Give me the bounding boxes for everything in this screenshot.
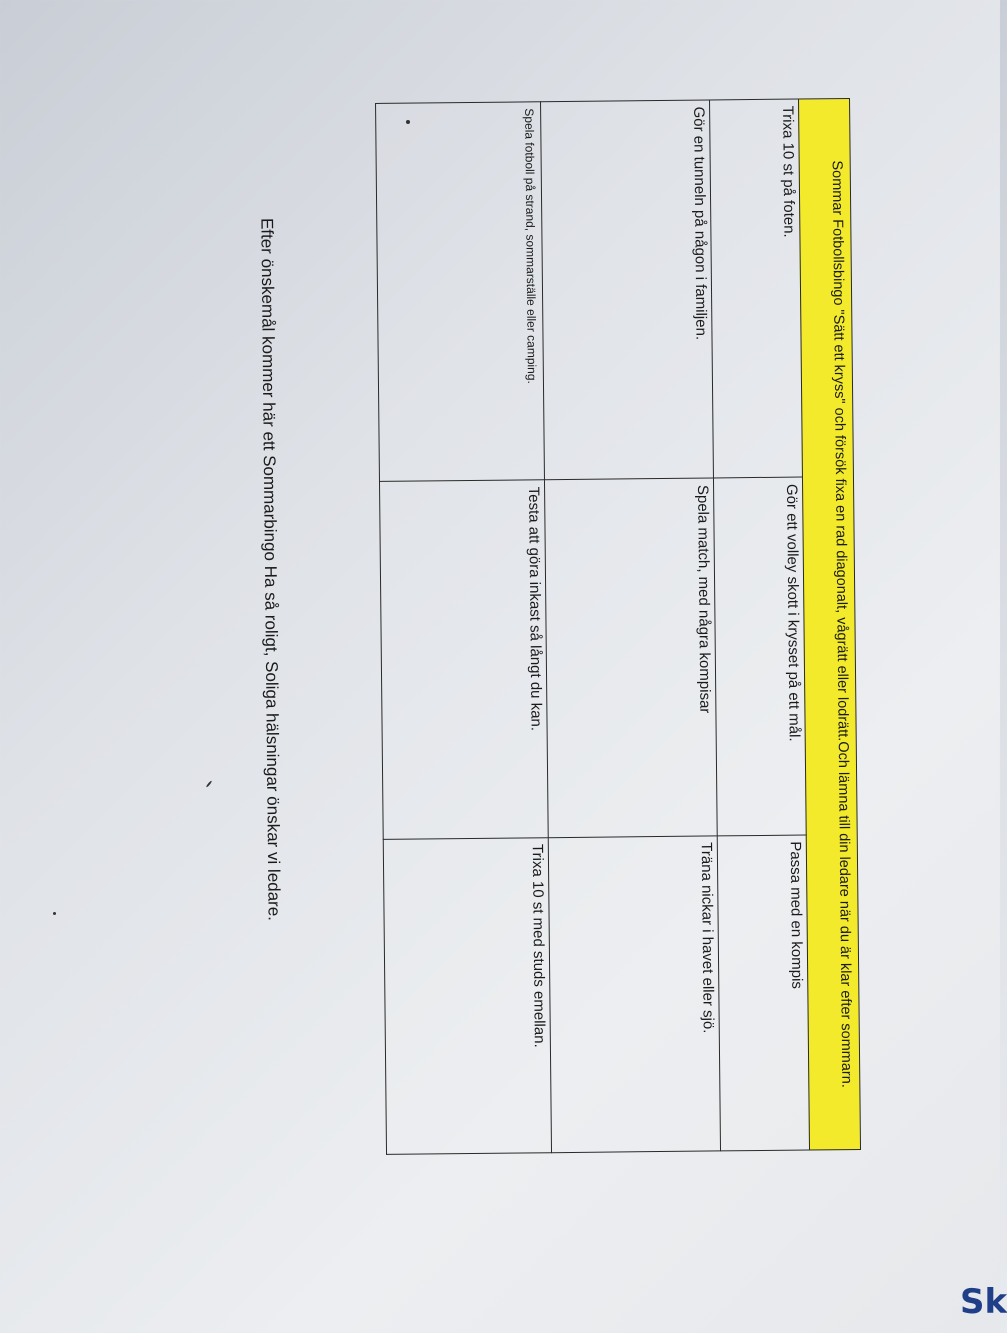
- brand-logo-fragment: Sk: [960, 1282, 1007, 1322]
- bingo-table: [375, 98, 861, 1155]
- table-row: [541, 100, 721, 1153]
- bingo-cell: Passa med en kompis: [717, 835, 809, 1151]
- bingo-cell: Gör en tunneln på någon i familjen.: [541, 100, 714, 480]
- bingo-cell: Trixa 10 st med studs emellan.: [383, 837, 551, 1154]
- table-row: [710, 99, 810, 1151]
- bingo-title-cell: Sommar Fotbollsbingo "Sätt ett kryss" och försök fixa en rad diagonalt, vågrätt eller lodrätt.Och lämna till din ledare när du är klar efter sommarn.: [799, 99, 861, 1150]
- bingo-cell: Träna nickar i havet eller sjö.: [548, 836, 720, 1153]
- bingo-cell: Spela fotboll på strand, sommarställe eller camping.: [376, 102, 545, 482]
- paper-speck: [53, 912, 56, 915]
- footer-note: Efter önskemål kommer här ett Sommarbingo Ha så roligt, Soliga hälsningar önskar vi ledare.: [257, 217, 284, 922]
- bingo-cell: Trixa 10 st på foten.: [710, 99, 803, 478]
- paper-speck: [406, 120, 410, 124]
- bingo-cell: Gör ett volley skott i krysset på ett mål.: [713, 477, 806, 835]
- bingo-cell: Spela match, med några kompisar: [544, 478, 717, 837]
- bingo-cell: Testa att göra inkast så långt du kan.: [379, 480, 548, 839]
- paper-speck: [206, 780, 213, 787]
- table-row: [376, 102, 552, 1155]
